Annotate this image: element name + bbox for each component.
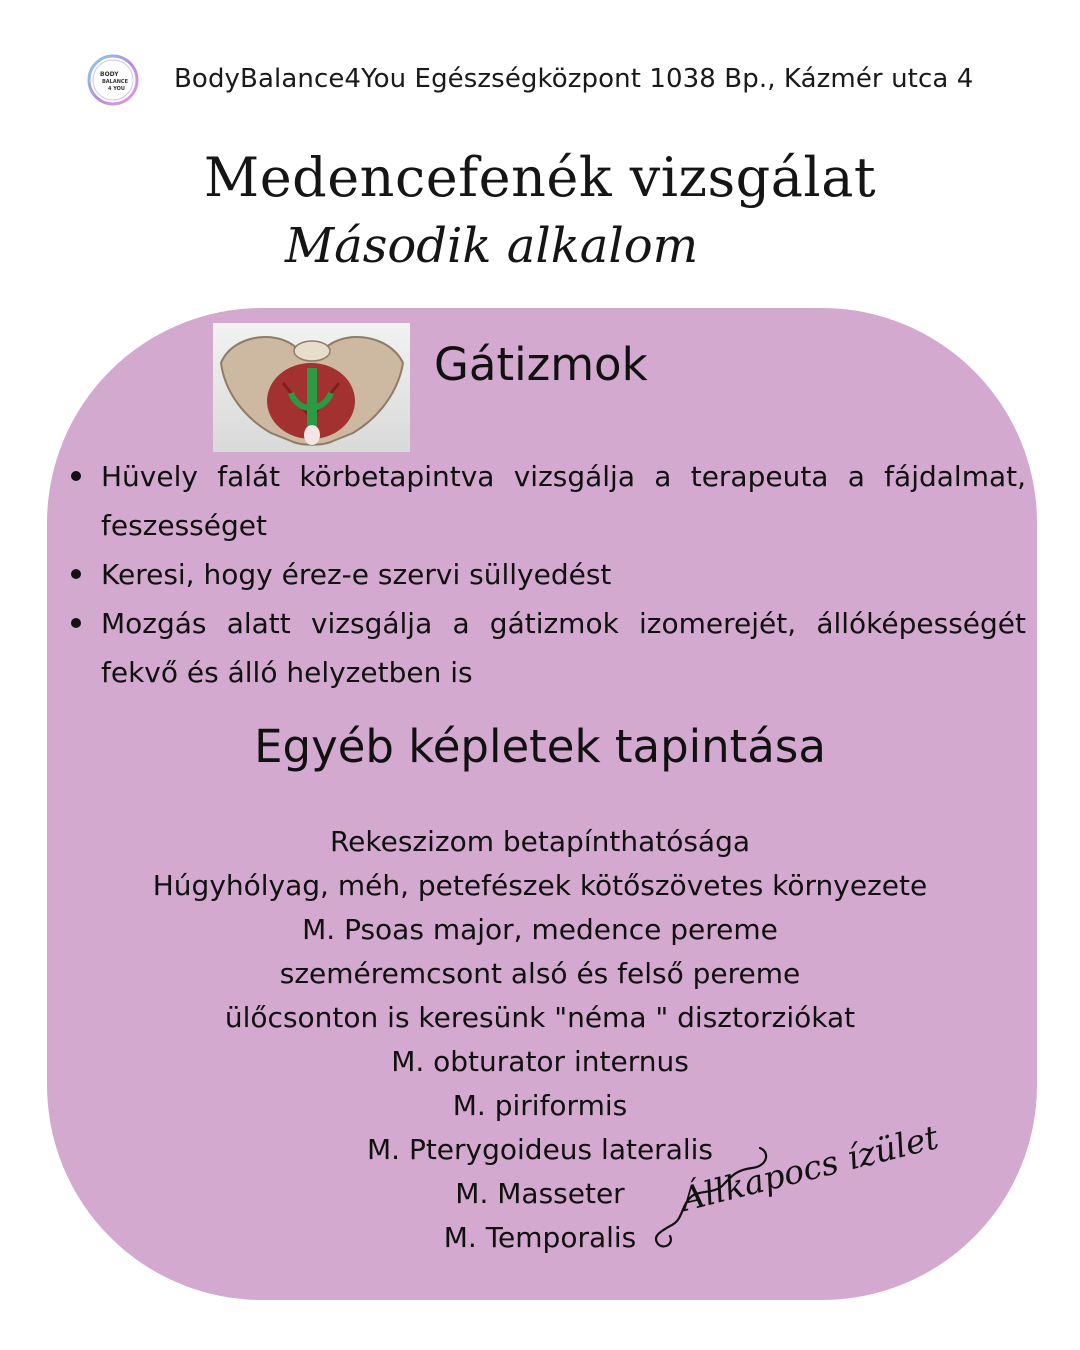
list-item: M. piriformis	[452, 1089, 628, 1122]
list-item: Húgyhólyag, méh, petefészek kötőszövetes környezete	[152, 869, 928, 902]
pelvis-illustration-icon	[213, 323, 410, 452]
list-item: Mozgás alatt vizsgálja a gátizmok izomerejét, állóképességét fekvő és álló helyzetben is	[66, 599, 1026, 697]
header	[0, 52, 1080, 108]
list-item: M. Psoas major, medence pereme	[302, 913, 778, 946]
list-item: Rekeszizom betapínthatósága	[329, 825, 751, 858]
palpation-list	[0, 820, 1080, 1260]
svg-text:BALANCE: BALANCE	[102, 79, 129, 85]
list-item: ülőcsonton is keresünk "néma " disztorziókat	[224, 1001, 856, 1034]
section-heading-gatizmok: Gátizmok	[434, 338, 648, 391]
list-item: Hüvely falát körbetapintva vizsgálja a terapeuta a fájdalmat, feszességet	[66, 452, 1026, 550]
svg-text:BODY: BODY	[100, 71, 119, 78]
logo-icon	[87, 54, 139, 106]
pelvic-floor-anatomy-image	[213, 323, 410, 452]
handwritten-note: Állkapocs ízület	[676, 1117, 943, 1219]
page-subtitle: Második alkalom	[285, 218, 699, 274]
list-item: M. Temporalis	[443, 1221, 637, 1254]
list-item: M. obturator internus	[391, 1045, 689, 1078]
examination-bullet-list	[66, 452, 1026, 697]
list-item: Keresi, hogy érez-e szervi süllyedést	[66, 550, 1026, 599]
section-heading-other-structures: Egyéb képletek tapintása	[254, 720, 826, 773]
page-title: Medencefenék vizsgálat	[203, 146, 877, 209]
list-item: M. Masseter	[455, 1177, 625, 1210]
svg-text:4 YOU: 4 YOU	[108, 86, 125, 92]
list-item: szeméremcsont alsó és felső pereme	[279, 957, 801, 990]
list-item: M. Pterygoideus lateralis	[366, 1133, 713, 1166]
organization-address: BodyBalance4You Egészségközpont 1038 Bp., Kázmér utca 4	[174, 64, 974, 94]
